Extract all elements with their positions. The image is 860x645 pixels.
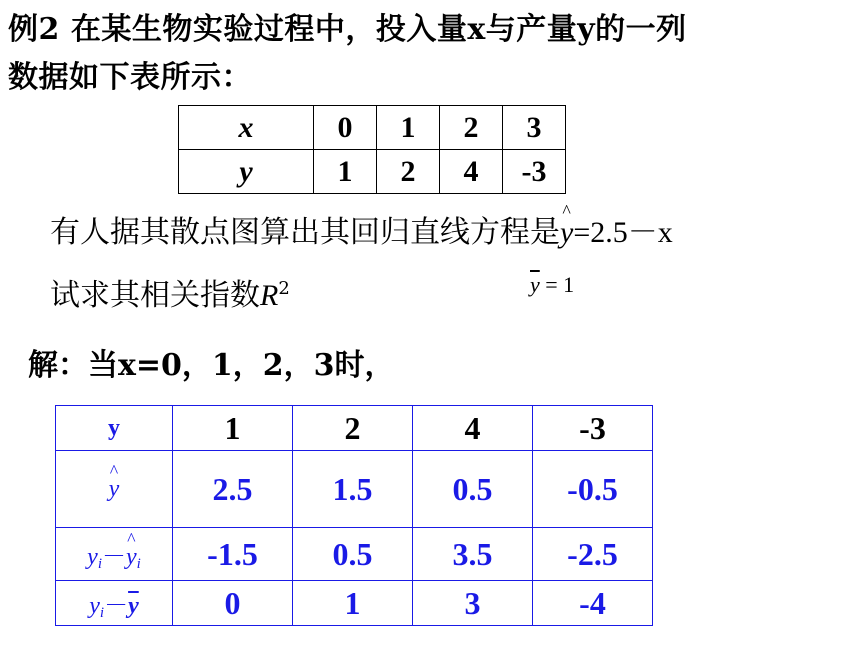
table-row xyxy=(56,581,653,626)
row-head-label: y xyxy=(108,414,120,441)
y-value: 1 xyxy=(314,150,377,194)
x-value: 0 xyxy=(314,106,377,150)
table-cell: 0 xyxy=(173,581,293,626)
table-row xyxy=(179,106,566,150)
y-value: 2 xyxy=(377,150,440,194)
regression-equation: =2.5－x xyxy=(573,216,673,249)
table-cell: 3 xyxy=(413,581,533,626)
table-cell: 2.5 xyxy=(173,451,293,528)
table-cell: -3 xyxy=(533,406,653,451)
table-cell: 2 xyxy=(293,406,413,451)
row-head-y xyxy=(56,406,173,451)
header-y: y xyxy=(179,150,314,194)
row-head-deviation: $y_i-\overline{y}$ xyxy=(56,581,173,626)
regression-statement xyxy=(50,207,673,251)
table-cell: 3.5 xyxy=(413,528,533,581)
header-x: x xyxy=(179,106,314,150)
mean-value: = 1 xyxy=(539,272,575,297)
r-exponent: 2 xyxy=(278,278,290,299)
y-value: -3 xyxy=(503,150,566,194)
y-value: 4 xyxy=(440,150,503,194)
table-cell: 1 xyxy=(293,581,413,626)
table-cell: -2.5 xyxy=(533,528,653,581)
problem-title-line1: 例2 在某生物实验过程中，投入量x与产量y的一列 xyxy=(8,12,687,47)
y-bar-symbol: $\overline{y}$ xyxy=(530,272,540,297)
x-value: 3 xyxy=(503,106,566,150)
table-row xyxy=(56,528,653,581)
table-row xyxy=(179,150,566,194)
y-hat-symbol: ^ y xyxy=(560,216,573,250)
table-cell: 1 xyxy=(173,406,293,451)
r2-text: 试求其相关指数 xyxy=(50,278,260,313)
table-row xyxy=(56,406,653,451)
table-cell: 4 xyxy=(413,406,533,451)
result-table xyxy=(55,405,653,626)
table-cell: -4 xyxy=(533,581,653,626)
r-symbol: R xyxy=(260,279,279,312)
table-cell: -1.5 xyxy=(173,528,293,581)
data-table xyxy=(178,105,566,194)
table-row xyxy=(56,451,653,528)
problem-title-line2: 数据如下表所示： xyxy=(8,60,252,95)
row-head-residual: $y_i-\^{}$ $y_i$ xyxy=(56,528,173,581)
mean-note xyxy=(530,272,574,298)
table-cell: -0.5 xyxy=(533,451,653,528)
table-cell: 0.5 xyxy=(293,528,413,581)
x-value: 1 xyxy=(377,106,440,150)
solution-intro: 解：当x=0，1，2，3时， xyxy=(28,348,395,383)
table-cell: 1.5 xyxy=(293,451,413,528)
regression-text: 有人据其散点图算出其回归直线方程是 xyxy=(50,215,560,250)
table-cell: 0.5 xyxy=(413,451,533,528)
row-head-y-hat xyxy=(56,451,173,528)
x-value: 2 xyxy=(440,106,503,150)
row-head-label: ^ y xyxy=(109,476,120,503)
r2-question xyxy=(50,270,290,314)
